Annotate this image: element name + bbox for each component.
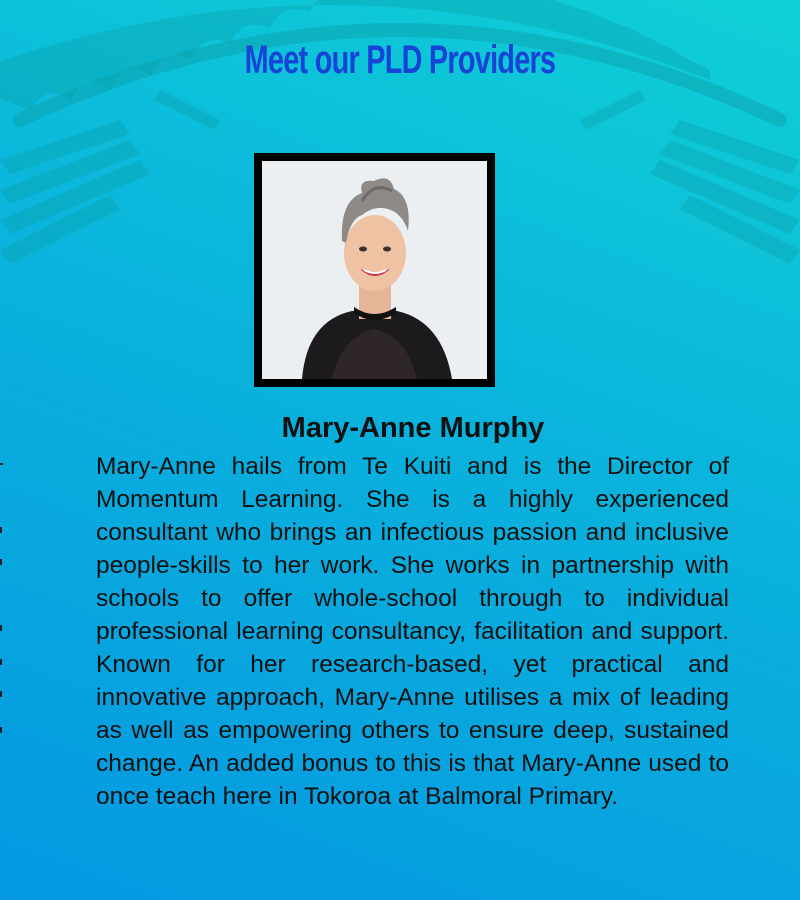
provider-bio: Mary-Anne hails from Te Kuiti and is the Director of Momentum Learning. She is a highly experienced consultant who brings an infectious passion and inclusive people-skills to her work. She works in partnership with schools to offer whole-school through to individual professional learning consultancy, facilitation and support. Known for her research-based, yet practical and innovative approach, Mary-Anne utilises a mix of leading as well as empowering others to ensure deep, sustained change. An added bonus to this is that Mary-Anne used to once teach here in Tokoroa at Balmoral Primary. bbox=[96, 453, 729, 810]
provider-photo bbox=[262, 161, 487, 379]
page-title: Meet our PLD Providers bbox=[244, 38, 556, 82]
offscreen-text-fragments bbox=[0, 455, 6, 755]
portrait-icon bbox=[262, 161, 487, 379]
provider-photo-frame bbox=[254, 153, 495, 387]
provider-name: Mary-Anne Murphy bbox=[281, 412, 545, 444]
